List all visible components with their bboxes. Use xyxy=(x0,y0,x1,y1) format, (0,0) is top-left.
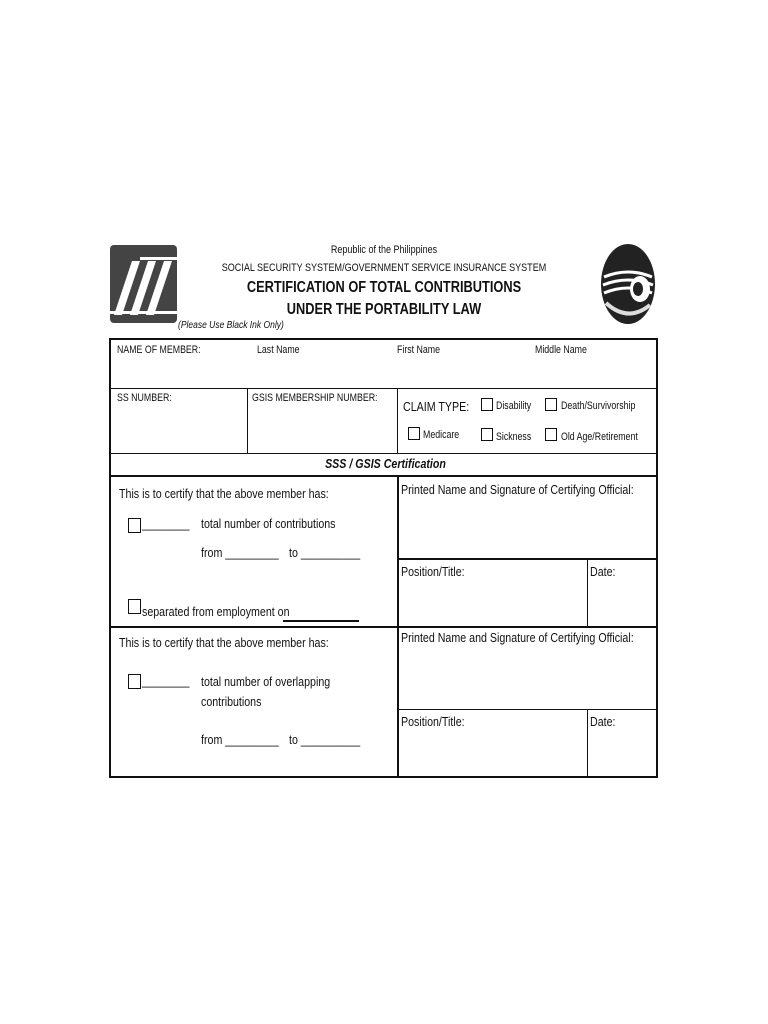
cert1-signature-label: Printed Name and Signature of Certifying Official: xyxy=(401,482,634,497)
cert1-from: from _________ xyxy=(201,545,279,560)
cert1-contributions-checkbox[interactable] xyxy=(128,518,141,533)
first-name-label: First Name xyxy=(397,344,441,356)
medicare-checkbox[interactable] xyxy=(408,427,420,440)
middle-name-label: Middle Name xyxy=(535,344,587,356)
section-title: SSS / GSIS Certification xyxy=(325,456,446,471)
name-of-member-label: NAME OF MEMBER: xyxy=(117,344,201,356)
cert2-date-label: Date: xyxy=(590,714,616,729)
ss-number-label: SS NUMBER: xyxy=(117,392,172,404)
cert1-blank: ________ xyxy=(142,516,190,531)
sickness-checkbox[interactable] xyxy=(481,428,493,441)
cert1-separated-checkbox[interactable] xyxy=(128,599,141,614)
old-age-retirement-label: Old Age/Retirement xyxy=(561,431,638,443)
last-name-label: Last Name xyxy=(257,344,300,356)
gsis-number-label: GSIS MEMBERSHIP NUMBER: xyxy=(252,392,378,404)
cert2-to: to __________ xyxy=(289,732,361,747)
cert2-contributions-checkbox[interactable] xyxy=(128,674,141,689)
cert1-date-label: Date: xyxy=(590,564,616,579)
republic-text: Republic of the Philippines xyxy=(330,244,438,256)
ink-note: (Please Use Black Ink Only) xyxy=(178,320,284,331)
agency-text: SOCIAL SECURITY SYSTEM/GOVERNMENT SERVICE INSURANCE SYSTEM xyxy=(221,262,547,274)
death-survivorship-label: Death/Survivorship xyxy=(561,400,636,412)
claim-type-label: CLAIM TYPE: xyxy=(403,399,470,414)
disability-label: Disability xyxy=(496,400,532,412)
cert1-position-label: Position/Title: xyxy=(401,564,465,579)
disability-checkbox[interactable] xyxy=(481,398,493,411)
cert2-intro: This is to certify that the above member has: xyxy=(119,635,329,650)
death-survivorship-checkbox[interactable] xyxy=(545,398,557,411)
cert1-to: to __________ xyxy=(289,545,361,560)
cert1-separated-label: separated from employment on xyxy=(142,604,290,619)
certification-form xyxy=(109,338,658,778)
cert1-total-label: total number of contributions xyxy=(201,516,336,531)
cert2-signature-label: Printed Name and Signature of Certifying Official: xyxy=(401,630,634,645)
sickness-label: Sickness xyxy=(496,431,532,443)
cert2-total-label-line1: total number of overlapping xyxy=(201,674,331,689)
cert2-position-label: Position/Title: xyxy=(401,714,465,729)
cert2-total-label-line2: contributions xyxy=(201,694,262,709)
cert2-from: from _________ xyxy=(201,732,279,747)
cert2-blank: ________ xyxy=(142,673,190,688)
old-age-retirement-checkbox[interactable] xyxy=(545,428,557,441)
form-title-line2: UNDER THE PORTABILITY LAW xyxy=(286,301,482,318)
form-title-line1: CERTIFICATION OF TOTAL CONTRIBUTIONS xyxy=(246,279,522,296)
medicare-label: Medicare xyxy=(423,429,460,441)
cert1-intro: This is to certify that the above member has: xyxy=(119,486,329,501)
separation-date-line xyxy=(283,620,359,622)
